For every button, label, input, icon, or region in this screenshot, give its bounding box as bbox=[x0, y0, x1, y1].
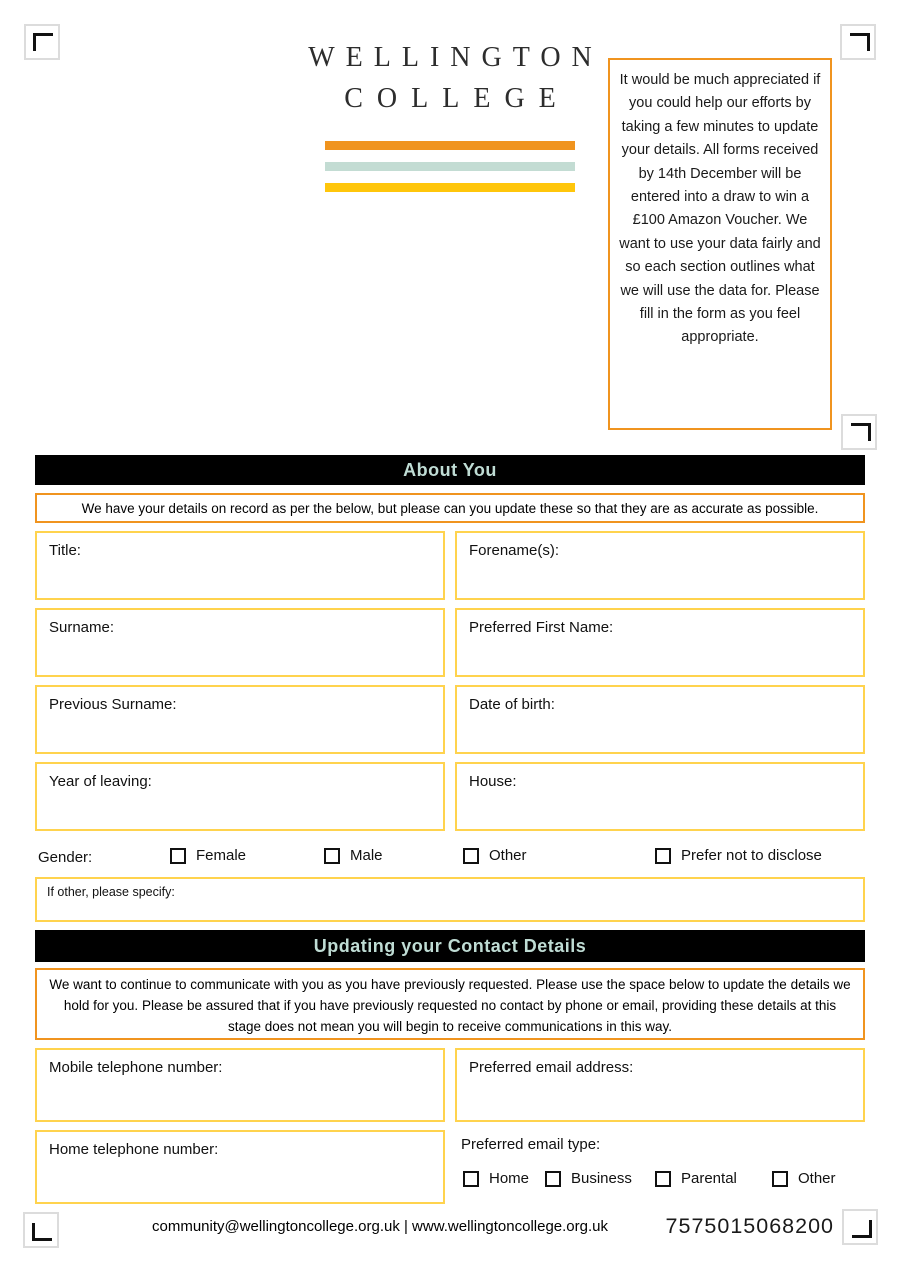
gender-option-female-label: Female bbox=[196, 847, 247, 864]
logo-line-1: WELLINGTON bbox=[308, 42, 603, 73]
form-code: 7575015068200 bbox=[665, 1214, 834, 1238]
field-surname[interactable] bbox=[35, 608, 445, 677]
field-surname-label: Surname: bbox=[49, 619, 115, 636]
about-you-fields bbox=[35, 531, 865, 831]
intro-line-4: Please fill in the form as you feel appropriate. bbox=[639, 282, 820, 346]
field-house[interactable] bbox=[455, 762, 865, 831]
registration-mark-top-right bbox=[840, 24, 876, 60]
gender-option-male-label: Male bbox=[350, 847, 383, 864]
preferred-email-type-cell bbox=[455, 1130, 865, 1204]
section-title: Updating your Contact Details bbox=[313, 935, 587, 956]
gender-option-prefer-not-label: Prefer not to disclose bbox=[681, 847, 822, 864]
gender-row bbox=[35, 845, 865, 871]
intro-line-2: All forms received by 14th December will be entered into a draw to win a £100 Amazon Voucher. bbox=[630, 142, 819, 229]
if-other-specify-label: If other, please specify: bbox=[47, 885, 175, 899]
contact-details-note bbox=[35, 968, 865, 1040]
stripe-yellow bbox=[325, 183, 575, 192]
stripe-teal bbox=[325, 162, 575, 171]
email-type-other-label: Other bbox=[798, 1170, 836, 1187]
field-preferred-first-name-label: Preferred First Name: bbox=[469, 619, 614, 636]
about-you-note bbox=[35, 493, 865, 523]
checkbox-email-business[interactable] bbox=[545, 1171, 561, 1187]
gender-option-other bbox=[463, 847, 527, 864]
corner-mark-icon bbox=[851, 423, 871, 441]
email-type-parental-label: Parental bbox=[681, 1170, 737, 1187]
gender-label: Gender: bbox=[38, 849, 93, 866]
field-forenames[interactable] bbox=[455, 531, 865, 600]
email-type-option-other bbox=[772, 1170, 836, 1187]
wellington-college-logo bbox=[290, 42, 610, 115]
registration-mark-bottom-right bbox=[842, 1209, 878, 1245]
checkbox-male[interactable] bbox=[324, 848, 340, 864]
registration-mark-top-left bbox=[24, 24, 60, 60]
field-date-of-birth[interactable] bbox=[455, 685, 865, 754]
field-home-telephone-label: Home telephone number: bbox=[49, 1141, 219, 1158]
section-title: About You bbox=[403, 459, 497, 480]
field-mobile-telephone[interactable] bbox=[35, 1048, 445, 1122]
gender-option-female bbox=[170, 847, 246, 864]
section-banner-about-you bbox=[35, 455, 865, 485]
email-type-home-label: Home bbox=[489, 1170, 530, 1187]
checkbox-email-other[interactable] bbox=[772, 1171, 788, 1187]
field-year-of-leaving-label: Year of leaving: bbox=[49, 773, 152, 790]
field-preferred-email-address[interactable] bbox=[455, 1048, 865, 1122]
contact-details-note-text: We want to continue to communicate with you as you have previously requested. Please use the space below to update the details we hold for you. Please be assured that if you have previously requested no contact by phone or email, providing these details at this stage does not mean you will begin to receive communications in this way. bbox=[49, 977, 851, 1034]
corner-mark-icon bbox=[852, 1220, 872, 1238]
email-type-option-business bbox=[545, 1170, 632, 1187]
registration-mark-mid-right bbox=[841, 414, 877, 450]
corner-mark-icon bbox=[850, 33, 870, 51]
field-year-of-leaving[interactable] bbox=[35, 762, 445, 831]
preferred-email-type-label: Preferred email type: bbox=[461, 1136, 601, 1153]
field-mobile-telephone-label: Mobile telephone number: bbox=[49, 1059, 223, 1076]
field-date-of-birth-label: Date of birth: bbox=[469, 696, 555, 713]
email-type-business-label: Business bbox=[571, 1170, 632, 1187]
gender-option-male bbox=[324, 847, 383, 864]
field-previous-surname-label: Previous Surname: bbox=[49, 696, 177, 713]
logo-stripes bbox=[325, 141, 575, 192]
form-content bbox=[35, 455, 865, 1204]
email-type-option-home bbox=[463, 1170, 529, 1187]
logo-line-2: COLLEGE bbox=[344, 83, 570, 114]
field-previous-surname[interactable] bbox=[35, 685, 445, 754]
field-title-label: Title: bbox=[49, 542, 81, 559]
about-you-note-text: We have your details on record as per the below, but please can you update these so that they are as accurate as possible. bbox=[81, 500, 819, 516]
intro-text-box bbox=[608, 58, 832, 430]
footer-contact-line: community@wellingtoncollege.org.uk | www.wellingtoncollege.org.uk bbox=[151, 1218, 608, 1235]
email-type-options bbox=[455, 1168, 865, 1194]
gender-option-prefer-not bbox=[655, 847, 822, 864]
gender-option-other-label: Other bbox=[489, 847, 527, 864]
contact-fields bbox=[35, 1048, 865, 1204]
checkbox-other[interactable] bbox=[463, 848, 479, 864]
checkbox-email-parental[interactable] bbox=[655, 1171, 671, 1187]
intro-line-1: It would be much appreciated if you could help our efforts by taking a few minutes to update your details. bbox=[619, 72, 821, 159]
field-title[interactable] bbox=[35, 531, 445, 600]
intro-line-3: We want to use your data fairly and so each section outlines what we will use the data for. bbox=[619, 212, 821, 299]
checkbox-prefer-not-to-disclose[interactable] bbox=[655, 848, 671, 864]
corner-mark-icon bbox=[33, 33, 53, 51]
stripe-orange bbox=[325, 141, 575, 150]
checkbox-female[interactable] bbox=[170, 848, 186, 864]
field-home-telephone[interactable] bbox=[35, 1130, 445, 1204]
field-preferred-first-name[interactable] bbox=[455, 608, 865, 677]
field-house-label: House: bbox=[469, 773, 517, 790]
checkbox-email-home[interactable] bbox=[463, 1171, 479, 1187]
field-forenames-label: Forename(s): bbox=[469, 542, 560, 559]
field-preferred-email-address-label: Preferred email address: bbox=[469, 1059, 634, 1076]
section-banner-contact-details bbox=[35, 930, 865, 962]
field-if-other-specify[interactable] bbox=[35, 877, 865, 922]
email-type-option-parental bbox=[655, 1170, 737, 1187]
